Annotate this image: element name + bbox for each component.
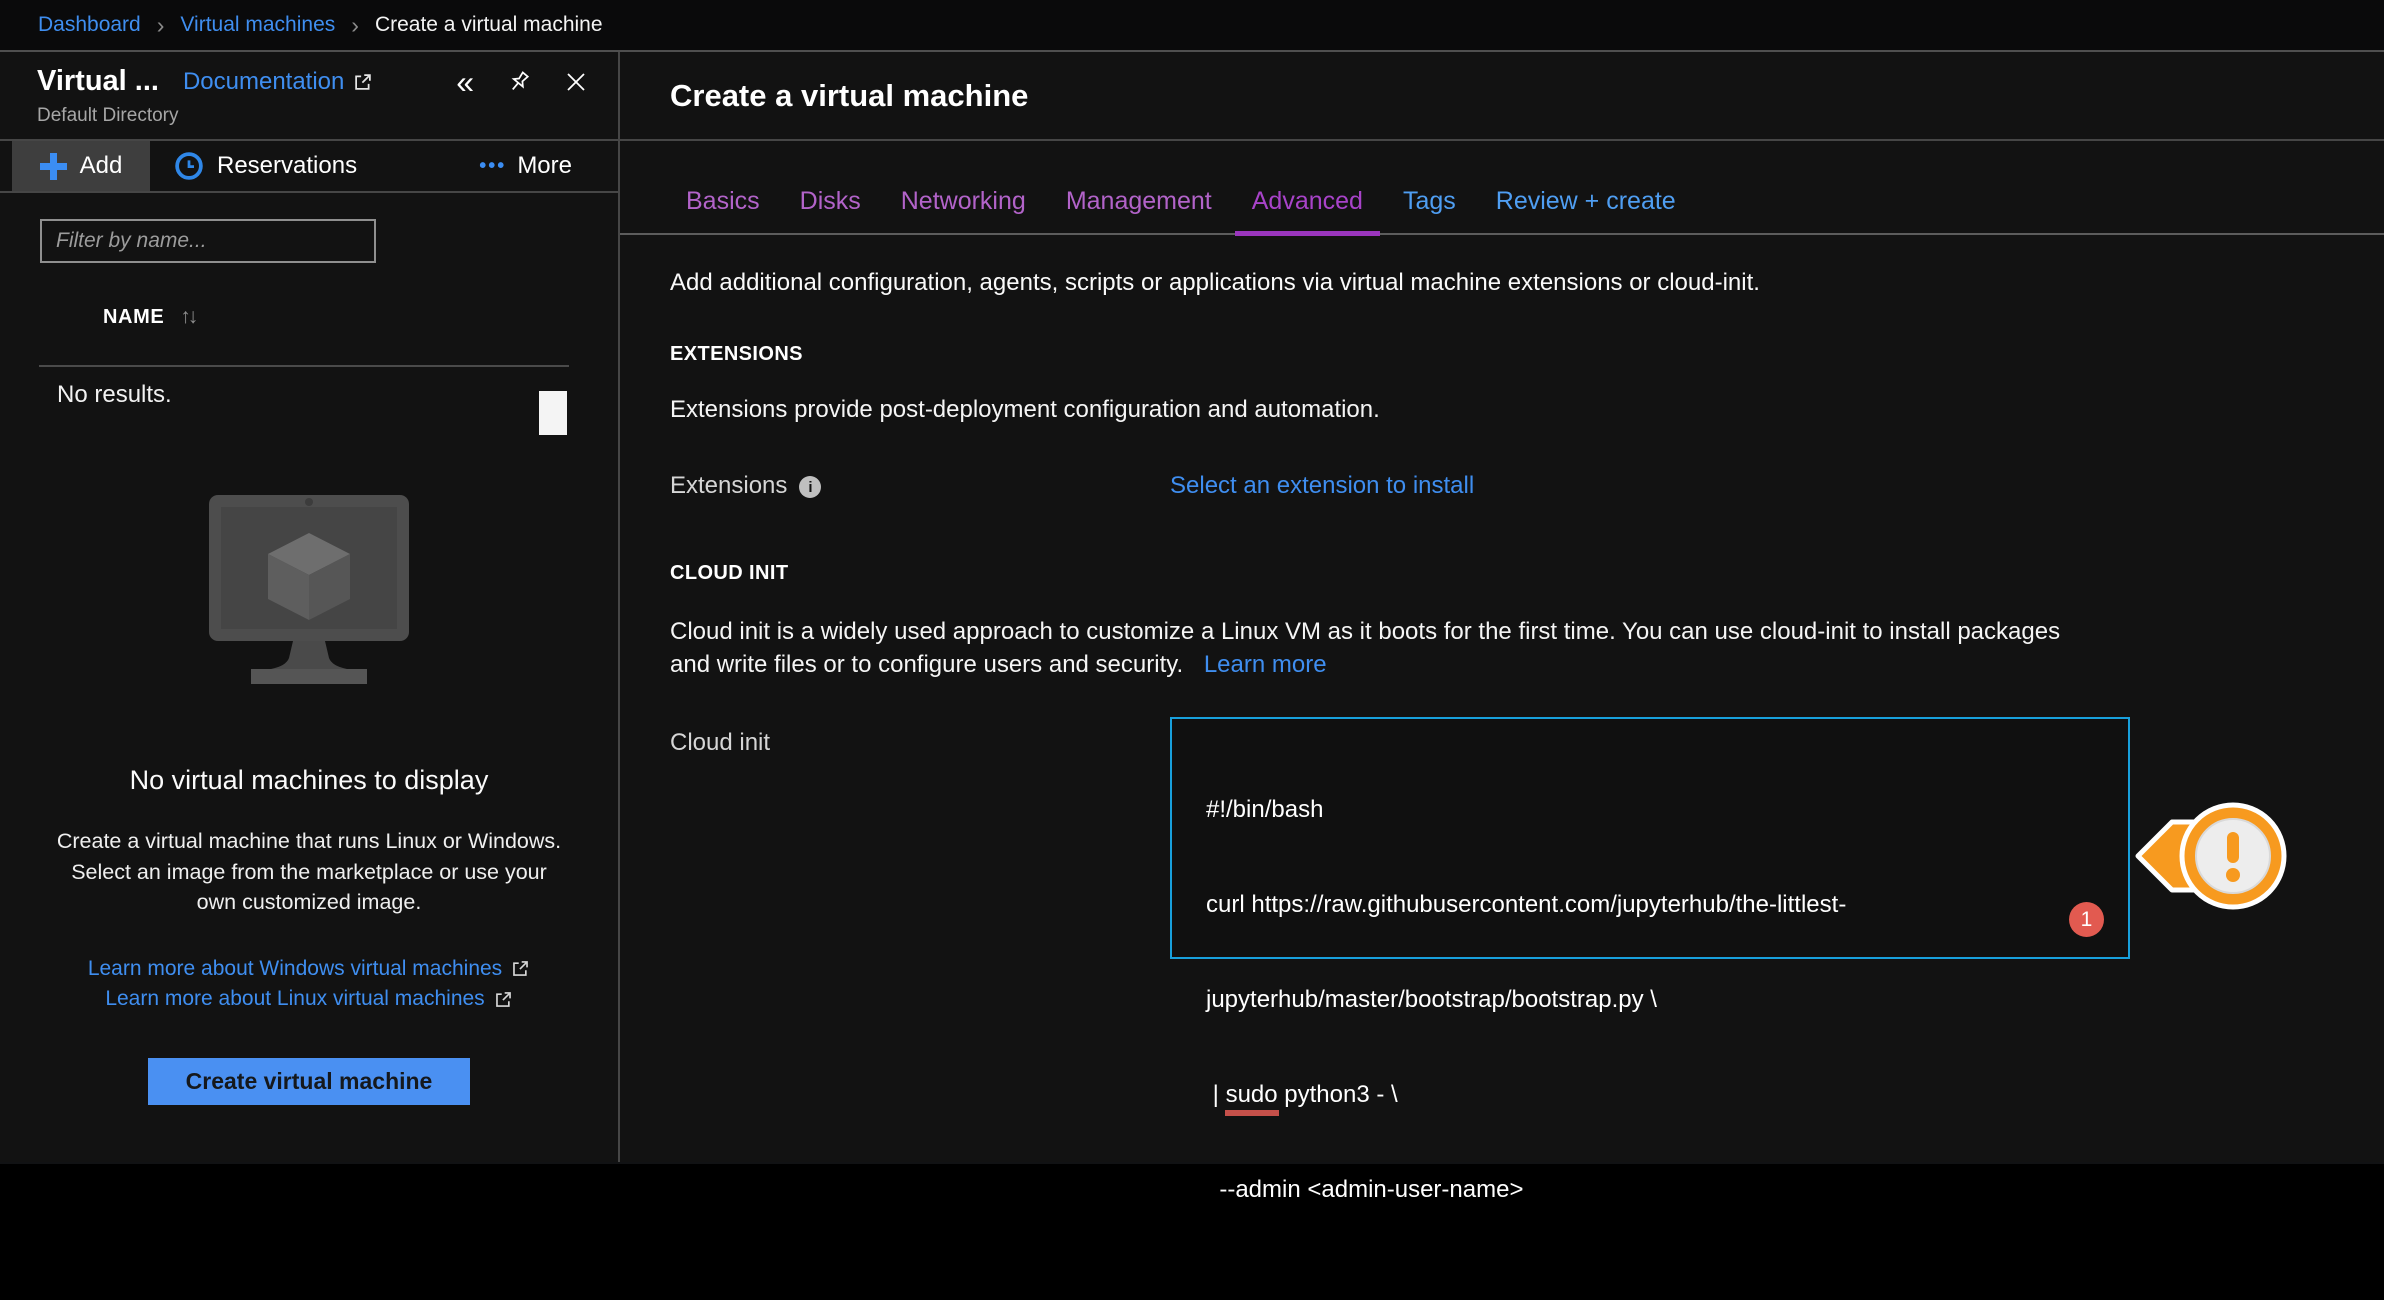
tab-tags[interactable]: Tags <box>1402 187 1456 215</box>
reservations-button-label: Reservations <box>217 152 358 179</box>
no-results-label: No results. <box>57 381 172 408</box>
tab-management[interactable]: Management <box>1065 187 1212 215</box>
list-empty-row <box>0 367 618 439</box>
learn-windows-link[interactable] <box>0 954 618 984</box>
cloud-init-heading: CLOUD INIT <box>670 562 789 584</box>
sort-icon: ↑↓ <box>180 305 196 328</box>
panel-title: Virtual ... <box>37 65 159 97</box>
documentation-link-label: Documentation <box>182 67 345 95</box>
cloud-init-description-text: Cloud init is a widely used approach to customize a Linux VM as it boots for the first time. You can use cloud-init to install packages and write files or to configure users and security. <box>670 618 2061 679</box>
select-extension-link[interactable]: Select an extension to install <box>1170 472 1475 499</box>
code-line: jupyterhub/master/bootstrap/bootstrap.py \ <box>1206 985 1657 1013</box>
learn-windows-label: Learn more about Windows virtual machines <box>87 956 503 980</box>
breadcrumb-dashboard[interactable]: Dashboard <box>38 13 141 36</box>
advanced-intro-text: Add additional configuration, agents, scripts or applications via virtual machine extensions or cloud-init. <box>670 269 1760 296</box>
tab-basics[interactable]: Basics <box>686 187 760 215</box>
clock-icon <box>174 151 204 181</box>
warning-callout-icon <box>2130 789 2295 924</box>
tab-review-create[interactable]: Review + create <box>1495 187 1676 215</box>
code-line: --admin <admin-user-name> <box>1206 1175 1524 1203</box>
empty-state-title: No virtual machines to display <box>129 765 489 795</box>
reservations-button[interactable] <box>174 141 357 191</box>
ellipsis-icon: ••• <box>479 154 507 177</box>
info-icon[interactable]: i <box>799 476 821 498</box>
extensions-description: Extensions provide post-deployment configuration and automation. <box>670 396 1380 423</box>
filter-by-name-input[interactable] <box>40 219 376 263</box>
code-sudo-word-misspelled: sudo <box>1225 1080 1278 1108</box>
chevron-right-icon: › <box>351 11 359 38</box>
create-virtual-machine-button[interactable]: Create virtual machine <box>148 1058 470 1105</box>
name-column-label: NAME <box>103 305 165 328</box>
panel-header <box>0 52 618 141</box>
empty-state-description: Create a virtual machine that runs Linux or Windows. Select an image from the marketplace or use your own customized image. <box>56 829 562 915</box>
tab-content <box>620 269 2384 1203</box>
extensions-field-row <box>670 472 2384 500</box>
plus-icon <box>40 153 67 180</box>
chevron-right-icon: › <box>156 11 165 38</box>
extensions-label-text: Extensions <box>670 472 788 499</box>
cloud-init-script-textarea[interactable] <box>1170 717 2130 1203</box>
tab-networking[interactable]: Networking <box>900 187 1026 215</box>
tab-disks[interactable]: Disks <box>799 187 861 215</box>
pin-icon[interactable] <box>506 69 532 95</box>
cloud-init-field-row <box>670 717 2384 1203</box>
directory-subtitle: Default Directory <box>37 105 179 126</box>
learn-linux-link[interactable] <box>0 984 618 1014</box>
documentation-link[interactable] <box>183 68 373 96</box>
cloud-init-label-text: Cloud init <box>670 729 771 757</box>
add-button-label: Add <box>79 152 123 179</box>
panel-command-bar <box>0 141 618 193</box>
external-link-icon <box>353 72 373 92</box>
vm-monitor-illustration <box>189 495 429 685</box>
collapse-panel-icon[interactable]: « <box>456 63 474 100</box>
code-line: #!/bin/bash <box>1206 796 1324 824</box>
more-button-label: More <box>517 152 572 179</box>
wizard-tabs <box>620 187 2384 235</box>
learn-more-link[interactable]: Learn more <box>1203 651 1327 679</box>
external-link-icon <box>494 990 513 1009</box>
learn-linux-label: Learn more about Linux virtual machines <box>105 986 485 1010</box>
extensions-heading: EXTENSIONS <box>670 343 803 365</box>
code-line: curl https://raw.githubusercontent.com/jupyterhub/the-littlest- <box>1206 891 1847 919</box>
code-sudo-suffix: python3 - \ <box>1277 1080 1398 1108</box>
create-vm-blade <box>620 52 2384 1203</box>
page-header <box>620 52 2384 141</box>
extensions-field-label <box>670 472 1170 500</box>
breadcrumb <box>0 0 2384 52</box>
breadcrumb-current: Create a virtual machine <box>374 13 603 36</box>
list-scrollbar-thumb[interactable] <box>539 391 567 435</box>
close-panel-icon[interactable] <box>564 70 588 94</box>
annotation-number-badge: 1 <box>2069 902 2104 937</box>
page-title: Create a virtual machine <box>670 77 1029 113</box>
name-column-header[interactable] <box>103 305 618 329</box>
add-button[interactable] <box>12 141 150 191</box>
tab-advanced[interactable]: Advanced <box>1252 187 1363 233</box>
learn-more-links <box>0 954 618 1015</box>
code-sudo-prefix: | <box>1206 1080 1226 1108</box>
virtual-machines-panel <box>0 52 620 1162</box>
more-button[interactable] <box>479 141 572 191</box>
cloud-init-description <box>670 615 2075 681</box>
cloud-init-field-label <box>670 717 1170 959</box>
external-link-icon <box>511 959 530 978</box>
breadcrumb-virtual-machines[interactable]: Virtual machines <box>180 13 336 36</box>
code-line-sudo <box>1206 1079 2108 1111</box>
